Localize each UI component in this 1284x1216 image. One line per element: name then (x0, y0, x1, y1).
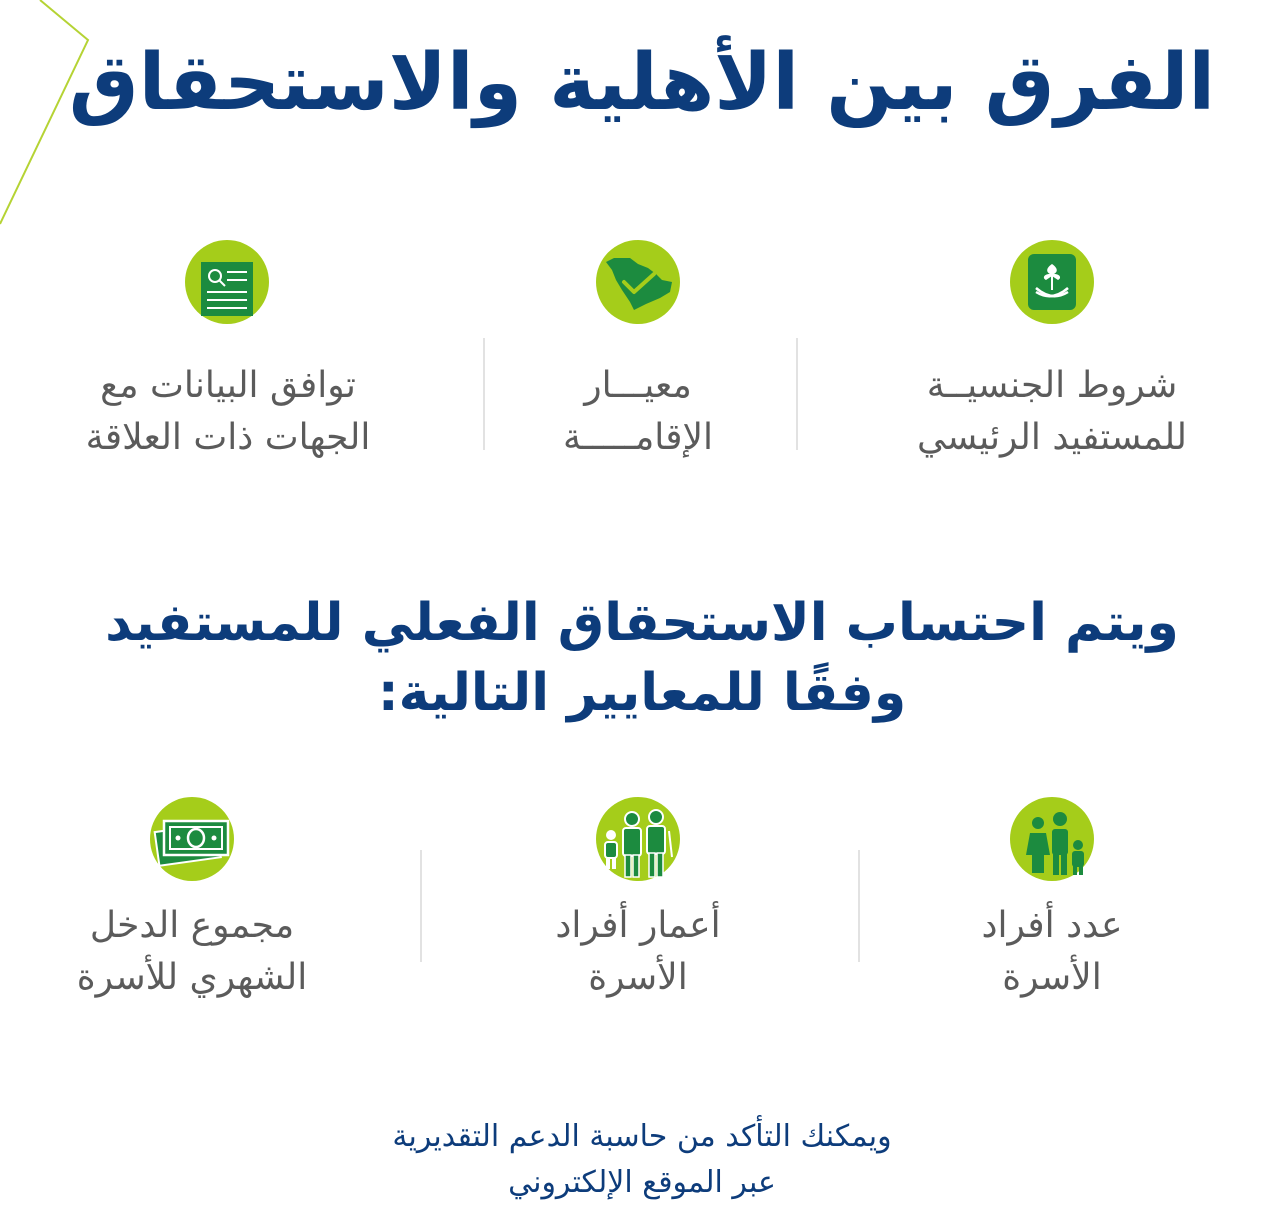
divider (796, 338, 798, 450)
criterion-family-count-line2: الأسرة (1002, 957, 1102, 998)
section-subtitle (0, 588, 1284, 728)
criterion-residency-line2: الإقامـــــة (562, 417, 714, 458)
document-search-icon (185, 240, 269, 324)
criterion-family-count-line1: عدد أفراد (981, 905, 1123, 946)
divider (420, 850, 422, 962)
criterion-family-ages-line1: أعمار أفراد (555, 905, 721, 946)
criterion-family-ages-line2: الأسرة (588, 957, 688, 998)
footer-line2: عبر الموقع الإلكتروني (508, 1165, 776, 1200)
saudi-emblem-icon (1010, 240, 1094, 324)
divider (483, 338, 485, 450)
money-icon (150, 797, 234, 881)
saudi-map-check-icon (596, 240, 680, 324)
criterion-family-income-line1: مجموع الدخل (89, 905, 295, 946)
page-title: الفرق بين الأهلية والاستحقاق (68, 38, 1216, 128)
criterion-family-ages (528, 900, 748, 1004)
criterion-family-income (64, 900, 320, 1004)
criterion-nationality (880, 360, 1224, 464)
subtitle-line2: وفقًا للمعايير التالية: (377, 663, 907, 723)
criterion-data-match-line2: الجهات ذات العلاقة (85, 417, 371, 458)
footer-note (0, 1114, 1284, 1206)
criterion-data-match (40, 360, 416, 464)
criterion-family-income-line2: الشهري للأسرة (76, 957, 308, 998)
criterion-data-match-line1: توافق البيانات مع (100, 365, 356, 406)
family-members-icon (1010, 797, 1094, 881)
family-ages-icon (596, 797, 680, 881)
criterion-family-count (940, 900, 1164, 1004)
subtitle-line1: ويتم احتساب الاستحقاق الفعلي للمستفيد (105, 593, 1179, 653)
criterion-nationality-line1: شروط الجنسيــة (926, 365, 1178, 406)
criterion-residency-line1: معيـــار (584, 365, 692, 406)
criterion-nationality-line2: للمستفيد الرئيسي (917, 417, 1187, 458)
footer-line1: ويمكنك التأكد من حاسبة الدعم التقديرية (392, 1119, 892, 1154)
divider (858, 850, 860, 962)
criterion-residency (520, 360, 756, 464)
